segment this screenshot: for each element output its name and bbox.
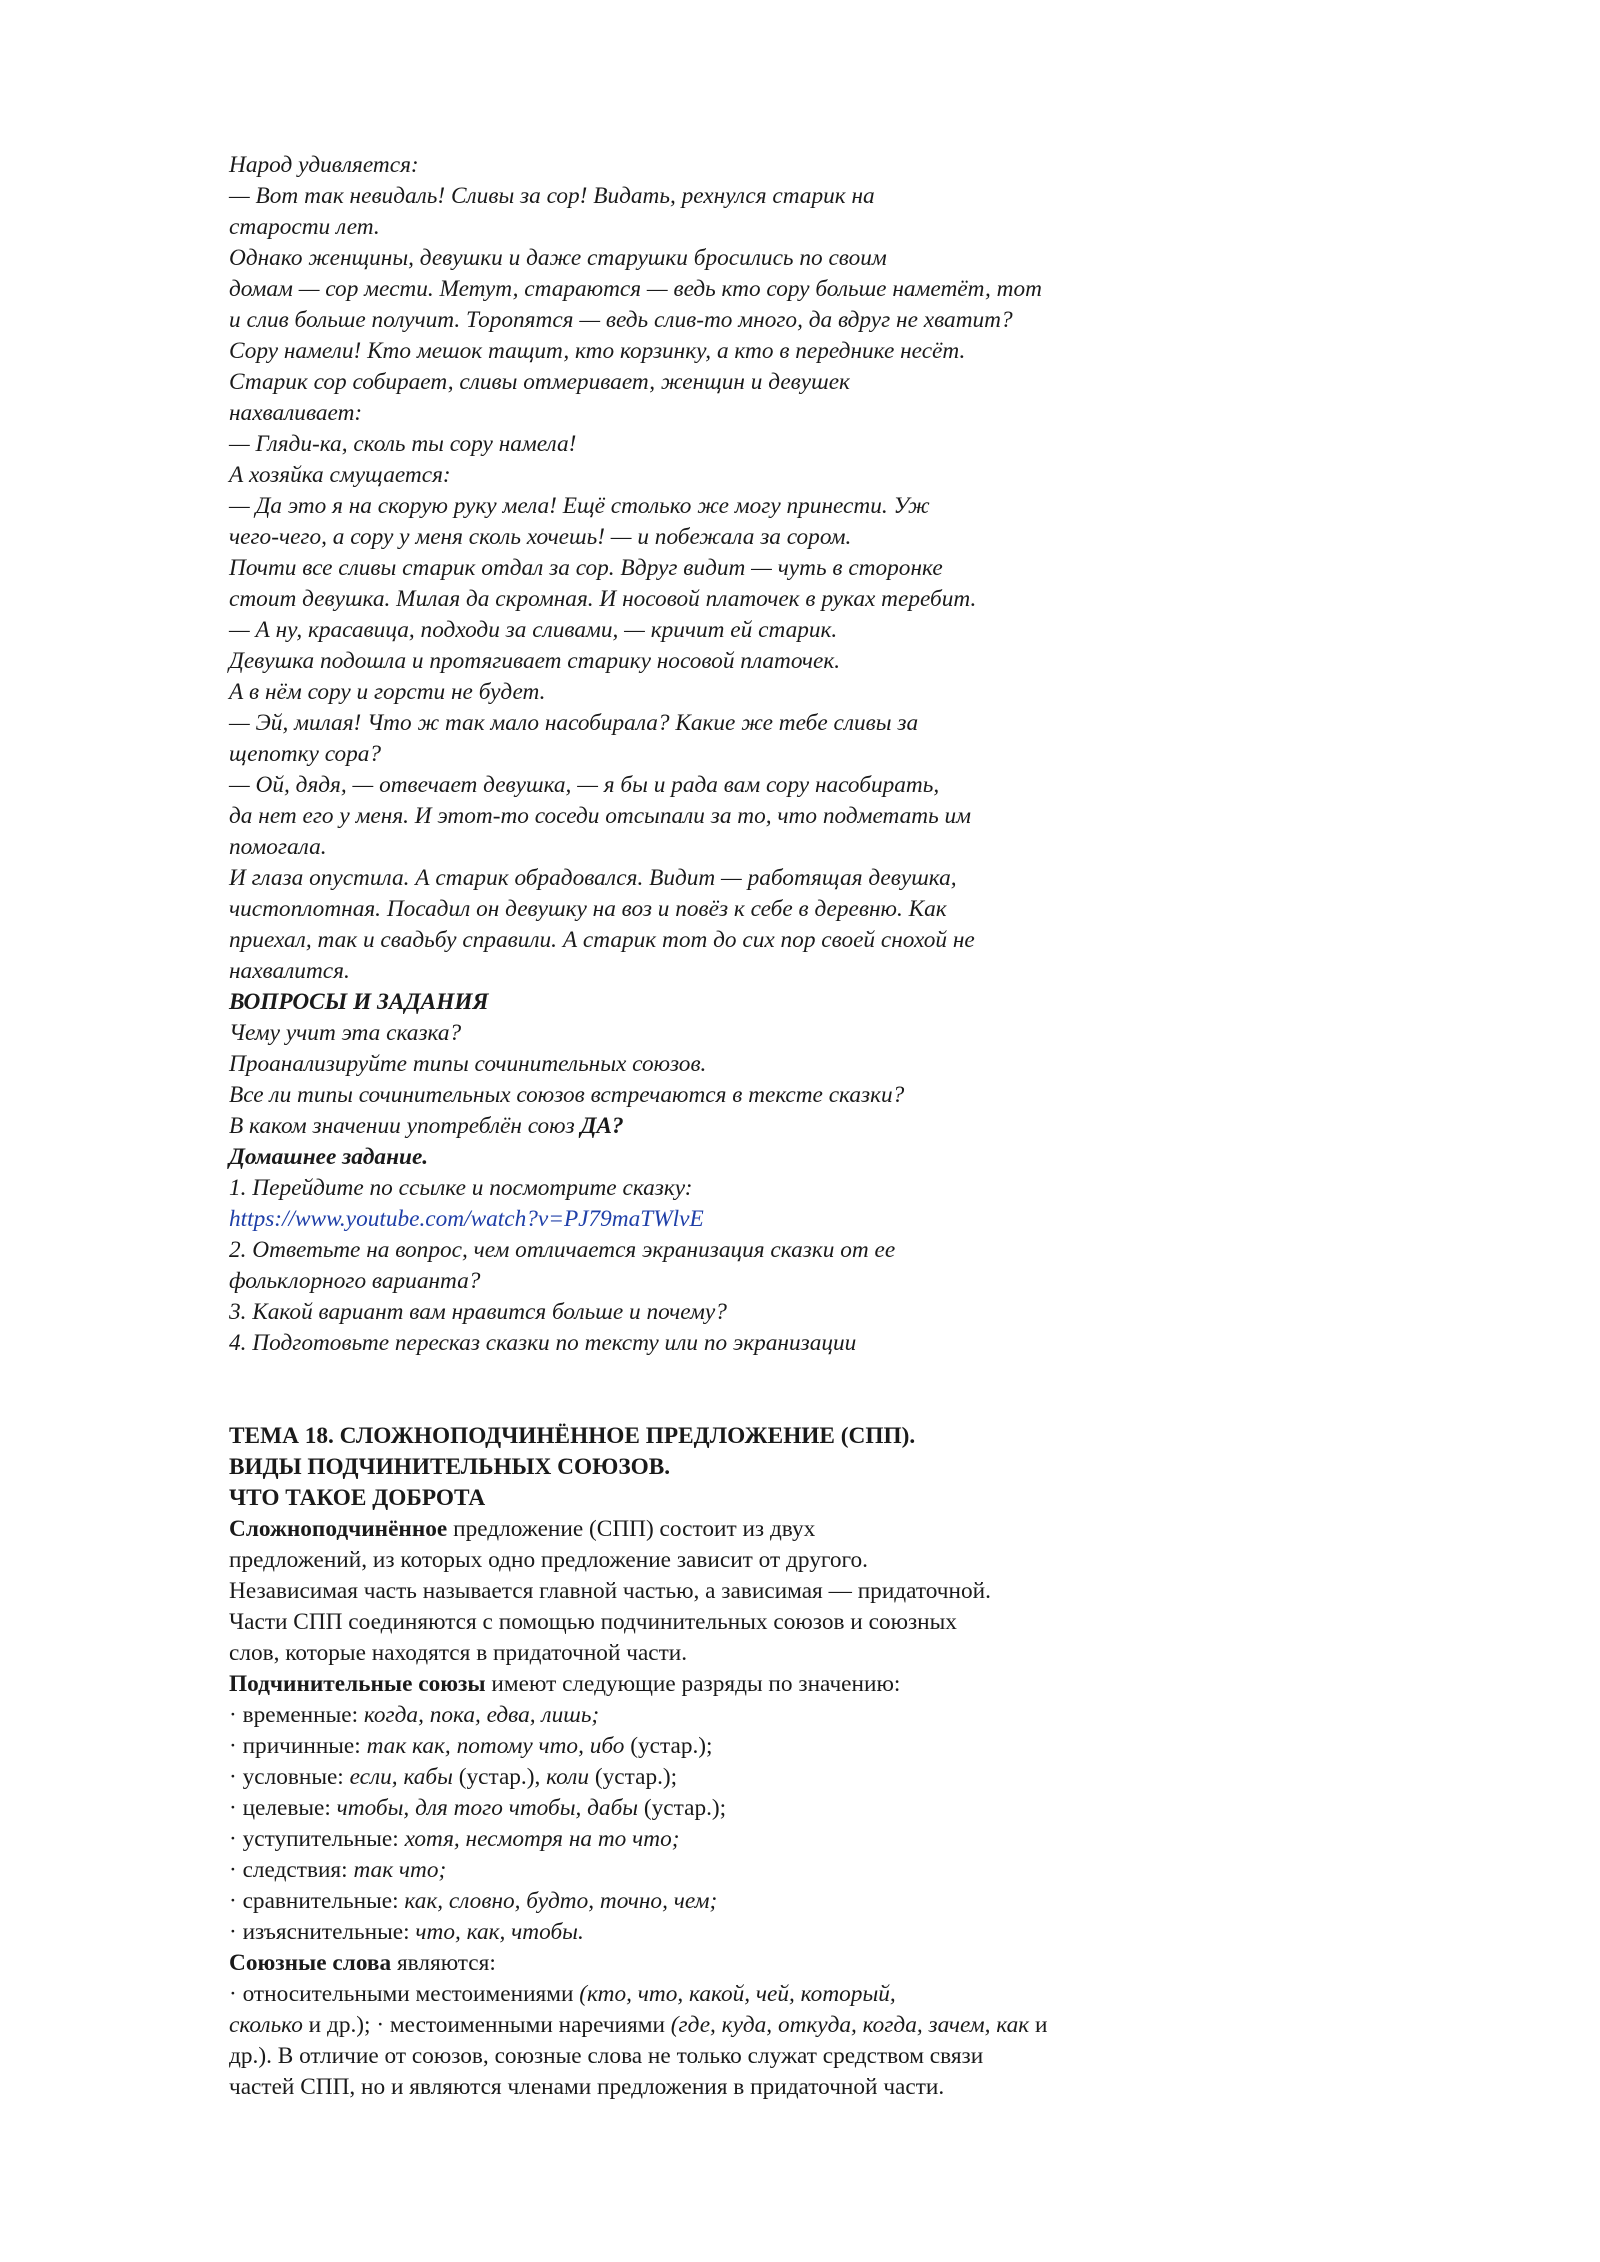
- homework-item: 1. Перейдите по ссылке и посмотрите сказку:: [229, 1175, 693, 1201]
- type-label: · уступительные:: [229, 1826, 405, 1852]
- story-line: Почти все сливы старик отдал за сор. Вдруг видит — чуть в сторонке: [229, 555, 943, 581]
- type-label: · временные:: [229, 1702, 364, 1728]
- homework-item: 2. Ответьте на вопрос, чем отличается экранизация сказки от ее: [229, 1237, 896, 1263]
- type-examples: так как, потому что, ибо: [366, 1733, 625, 1759]
- document-page: [229, 150, 1229, 2103]
- story-line: Сору намели! Кто мешок тащит, кто корзинку, а кто в переднике несёт.: [229, 338, 966, 364]
- type-label: · целевые:: [229, 1795, 337, 1821]
- conjunctive-words-line: [229, 2010, 1229, 2041]
- topic-title-line: ВИДЫ ПОДЧИНИТЕЛЬНЫХ СОЮЗОВ.: [229, 1454, 671, 1480]
- spp-text: предложение (СПП) состоит из двух: [447, 1516, 816, 1542]
- homework-item: 4. Подготовьте пересказ сказки по тексту или по экранизации: [229, 1330, 857, 1356]
- story-line: щепотку сора?: [229, 741, 382, 767]
- type-examples: так что;: [353, 1857, 447, 1883]
- conjunction-type: [229, 1886, 1229, 1917]
- question-da-text: В каком значении употреблён союз: [229, 1113, 581, 1139]
- conjunctions-text: имеют следующие разряды по значению:: [485, 1671, 901, 1697]
- spp-term: Сложноподчинённое: [229, 1516, 448, 1542]
- conjunctive-words-line: др.). В отличие от союзов, союзные слова не только служат средством связи: [229, 2043, 984, 2069]
- cw-text: и др.); · местоименными наречиями: [302, 2012, 671, 2038]
- type-examples: чтобы, для того чтобы, дабы: [336, 1795, 639, 1821]
- topic-title-line: ТЕМА 18. СЛОЖНОПОДЧИНЁННОЕ ПРЕДЛОЖЕНИЕ (СПП).: [229, 1423, 916, 1449]
- type-examples: хотя, несмотря на то что;: [404, 1826, 680, 1852]
- story-line: чего-чего, а сору у меня сколь хочешь! — и побежала за сором.: [229, 524, 852, 550]
- question-da-word: ДА?: [580, 1113, 624, 1139]
- conjunctive-words-text: являются:: [391, 1950, 496, 1976]
- story-line: приехал, так и свадьбу справили. А старик тот до сих пор своей снохой не: [229, 927, 975, 953]
- story-line: Однако женщины, девушки и даже старушки бросились по своим: [229, 245, 887, 271]
- questions-list: [229, 1018, 1229, 1142]
- question-item: [229, 1111, 1229, 1142]
- conjunctions-intro: [229, 1669, 1229, 1700]
- conjunction-type: [229, 1762, 1229, 1793]
- story-line: — Эй, милая! Что ж так мало насобирала? Какие же тебе сливы за: [229, 710, 919, 736]
- cw-examples: (где, куда, откуда, когда, зачем, как: [670, 2012, 1030, 2038]
- conjunctive-words-term: Союзные слова: [229, 1950, 392, 1976]
- conjunction-type: [229, 1700, 1229, 1731]
- story-line: да нет его у меня. И этот-то соседи отсыпали за то, что подметать им: [229, 803, 972, 829]
- conjunction-type: [229, 1855, 1229, 1886]
- story-text: [229, 150, 1229, 987]
- conjunctive-words-intro: [229, 1948, 1229, 1979]
- homework-heading: Домашнее задание.: [229, 1144, 429, 1170]
- story-line: А хозяйка смущается:: [229, 462, 451, 488]
- spp-line: Части СПП соединяются с помощью подчинительных союзов и союзных: [229, 1609, 957, 1635]
- type-label: · причинные:: [229, 1733, 367, 1759]
- question-item: Проанализируйте типы сочинительных союзов.: [229, 1051, 707, 1077]
- cw-text: · относительными местоимениями: [229, 1981, 580, 2007]
- topic-title-line: ЧТО ТАКОЕ ДОБРОТА: [229, 1485, 486, 1511]
- conjunctive-words-line: [229, 1979, 1229, 2010]
- story-line: — Вот так невидаль! Сливы за сор! Видать, рехнулся старик на: [229, 183, 875, 209]
- conjunctions-section: [229, 1669, 1229, 1948]
- cw-text: и: [1029, 2012, 1048, 2038]
- youtube-link[interactable]: https://www.youtube.com/watch?v=PJ79maTWlvE: [229, 1206, 704, 1232]
- story-line: и слив больше получит. Торопятся — ведь слив-то много, да вдруг не хватит?: [229, 307, 1013, 333]
- cw-examples: (кто, что, какой, чей, который,: [579, 1981, 896, 2007]
- story-line: нахвалится.: [229, 958, 350, 984]
- homework-list: [229, 1173, 1229, 1359]
- type-examples: когда, пока, едва, лишь;: [363, 1702, 600, 1728]
- question-item: Чему учит эта сказка?: [229, 1020, 462, 1046]
- cw-examples: сколько: [229, 2012, 303, 2038]
- conjunction-type: [229, 1731, 1229, 1762]
- questions-heading: ВОПРОСЫ И ЗАДАНИЯ: [229, 989, 489, 1015]
- spp-line: Независимая часть называется главной частью, а зависимая — придаточной.: [229, 1578, 991, 1604]
- type-examples: если, кабы: [349, 1764, 453, 1790]
- conjunction-type: [229, 1917, 1229, 1948]
- type-note: (устар.);: [624, 1733, 713, 1759]
- story-line: чистоплотная. Посадил он девушку на воз и повёз к себе в деревню. Как: [229, 896, 947, 922]
- type-examples: коли: [546, 1764, 590, 1790]
- story-line: — Ой, дядя, — отвечает девушка, — я бы и рада вам сору насобирать,: [229, 772, 940, 798]
- conjunctions-term: Подчинительные союзы: [229, 1671, 486, 1697]
- type-label: · сравнительные:: [229, 1888, 405, 1914]
- story-line: стоит девушка. Милая да скромная. И носовой платочек в руках теребит.: [229, 586, 977, 612]
- type-label: · условные:: [229, 1764, 350, 1790]
- conjunction-type: [229, 1793, 1229, 1824]
- story-line: — А ну, красавица, подходи за сливами, — кричит ей старик.: [229, 617, 838, 643]
- spp-line: [229, 1514, 1229, 1545]
- story-line: домам — сор мести. Метут, стараются — ведь кто сору больше наметёт, тот: [229, 276, 1042, 302]
- story-line: Девушка подошла и протягивает старику носовой платочек.: [229, 648, 841, 674]
- story-line: Народ удивляется:: [229, 152, 419, 178]
- topic-title: [229, 1421, 1229, 1514]
- story-line: старости лет.: [229, 214, 380, 240]
- story-line: — Да это я на скорую руку мела! Ещё столько же могу принести. Уж: [229, 493, 930, 519]
- type-label: · изъяснительные:: [229, 1919, 416, 1945]
- conjunctive-words-line: частей СПП, но и являются членами предложения в придаточной части.: [229, 2074, 945, 2100]
- type-examples: как, словно, будто, точно, чем;: [404, 1888, 718, 1914]
- conjunction-type: [229, 1824, 1229, 1855]
- spp-line: слов, которые находятся в придаточной части.: [229, 1640, 688, 1666]
- conjunctive-words-section: [229, 1948, 1229, 2103]
- story-line: — Гляди-ка, сколь ты сору намела!: [229, 431, 577, 457]
- story-line: помогала.: [229, 834, 327, 860]
- section-gap: [229, 1359, 1229, 1421]
- type-examples: что, как, чтобы.: [415, 1919, 584, 1945]
- type-note: (устар.);: [589, 1764, 678, 1790]
- story-line: Старик сор собирает, сливы отмеривает, женщин и девушек: [229, 369, 850, 395]
- type-label: · следствия:: [229, 1857, 354, 1883]
- type-note: (устар.),: [452, 1764, 547, 1790]
- question-item: Все ли типы сочинительных союзов встречаются в тексте сказки?: [229, 1082, 905, 1108]
- homework-item: 3. Какой вариант вам нравится больше и почему?: [229, 1299, 727, 1325]
- spp-definition: [229, 1514, 1229, 1669]
- spp-line: предложений, из которых одно предложение зависит от другого.: [229, 1547, 868, 1573]
- story-line: А в нём сору и горсти не будет.: [229, 679, 546, 705]
- story-line: нахваливает:: [229, 400, 363, 426]
- homework-item: фольклорного варианта?: [229, 1268, 481, 1294]
- story-line: И глаза опустила. А старик обрадовался. Видит — работящая девушка,: [229, 865, 957, 891]
- type-note: (устар.);: [638, 1795, 727, 1821]
